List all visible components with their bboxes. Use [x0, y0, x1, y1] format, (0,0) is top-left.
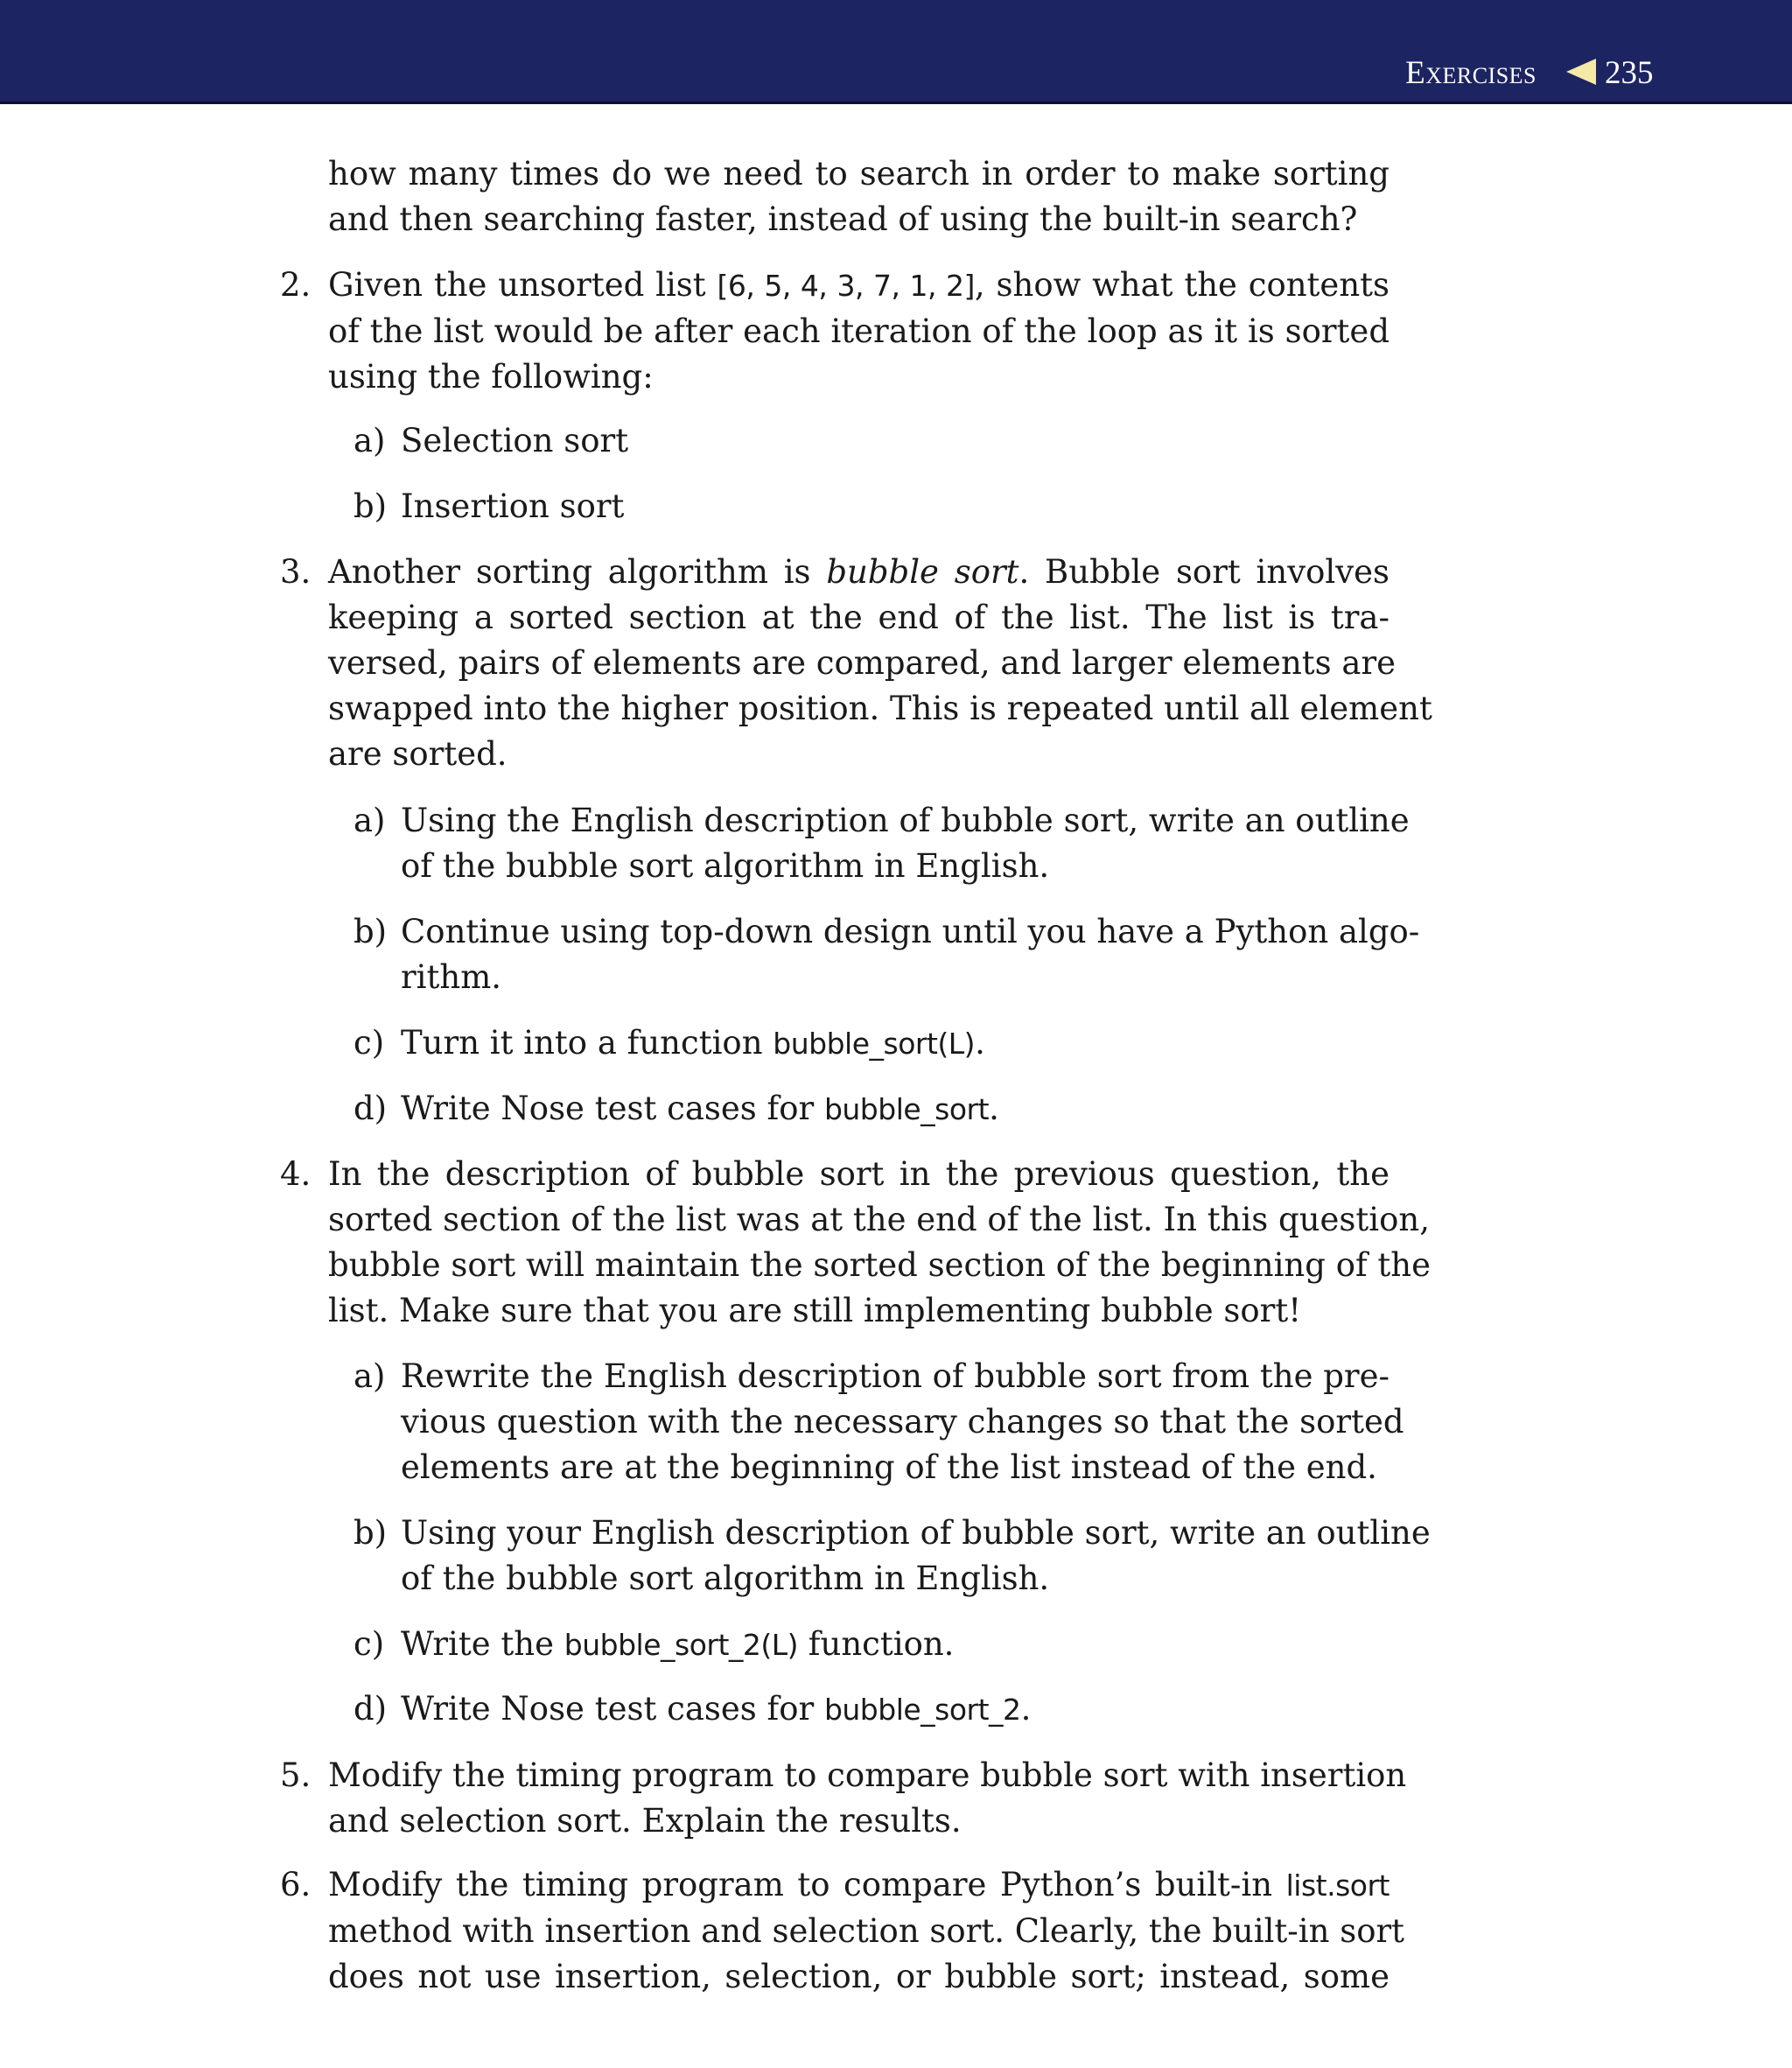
text-line: Modify the timing program to compare bubble sort with insertion [328, 1756, 1407, 1794]
text-line: versed, pairs of elements are compared, and larger elements are [328, 644, 1396, 682]
text-run: . [975, 1024, 985, 1062]
subitem-label: c) [354, 1024, 385, 1062]
subitem-label: d) [354, 1090, 388, 1127]
text-line: bubble sort will maintain the sorted section of the beginning of the [328, 1246, 1432, 1284]
exercise-6-text [328, 1862, 1405, 2000]
subitem-label: a) [354, 422, 386, 459]
text-line [328, 550, 1390, 595]
text-line: using the following: [328, 358, 654, 396]
subitem-label: b) [354, 487, 388, 525]
text-run: Turn it into a function [401, 1024, 763, 1062]
code-method-name: list.sort [1285, 1868, 1390, 1903]
exercise-number: 5. [280, 1756, 312, 1794]
subitem-label: b) [354, 913, 388, 950]
running-header [0, 0, 1792, 104]
exercise-3c-text [401, 1020, 1390, 1067]
text-line: are sorted. [328, 735, 508, 773]
text-run: , show what the contents [974, 266, 1390, 304]
text-line: how many times do we need to search in order to make sorting [328, 155, 1390, 193]
text-line [328, 263, 1390, 309]
text-line: and then searching faster, instead of using the built-in search? [328, 200, 1358, 238]
code-function-name: bubble_sort [823, 1092, 990, 1126]
text-line [401, 1020, 1390, 1067]
text-line: vious question with the necessary changes so that the sorted [401, 1403, 1404, 1441]
exercise-2-text [328, 263, 1390, 400]
page-number: 235 [1605, 55, 1654, 91]
text-line: keeping a sorted section at the end of the list. The list is tra- [328, 599, 1390, 636]
exercise-2b-text [401, 484, 1390, 529]
text-line: elements are at the beginning of the list instead of the end. [401, 1448, 1377, 1486]
exercise-number: 6. [280, 1866, 312, 1903]
exercise-4a-text [401, 1354, 1404, 1490]
text-line: of the bubble sort algorithm in English. [401, 1560, 1050, 1597]
emphasized-term: bubble sort [826, 553, 1019, 591]
exercise-number: 2. [280, 266, 312, 304]
exercise-4b-text [401, 1511, 1431, 1602]
text-line: and selection sort. Explain the results. [328, 1802, 962, 1840]
exercise-4-text [328, 1152, 1432, 1334]
running-header-section-title: Exercises [1405, 55, 1536, 91]
text-line: of the list would be after each iteration of the loop as it is sorted [328, 312, 1390, 350]
exercise-5-text [328, 1753, 1407, 1844]
exercise-3d-text [401, 1086, 1390, 1132]
exercise-2a-text [401, 418, 1390, 464]
code-list-literal: [6, 5, 4, 3, 7, 1, 2] [717, 269, 975, 303]
text-run: . [989, 1090, 999, 1127]
text-run: Write Nose test cases for [401, 1090, 815, 1127]
exercise-3b-text [401, 909, 1420, 1000]
text-line: In the description of bubble sort in the previous question, the [328, 1155, 1390, 1193]
exercise-3-text [328, 550, 1432, 777]
text-run: Write the [401, 1625, 555, 1663]
left-arrow-icon [1566, 59, 1596, 85]
text-run: . [1020, 1690, 1032, 1728]
text-line [401, 1086, 1390, 1132]
text-line: does not use insertion, selection, or bubble sort; instead, some [328, 1958, 1390, 1995]
text-line: Continue using top-down design until you have a Python algo- [401, 913, 1420, 950]
text-line: method with insertion and selection sort. Clearly, the built-in sort [328, 1912, 1405, 1950]
subitem-label: b) [354, 1514, 388, 1552]
exercise-3a-text [401, 798, 1410, 889]
code-function-name: bubble_sort(L) [773, 1027, 976, 1061]
text-line: Insertion sort [401, 487, 625, 525]
code-function-name: bubble_sort_2(L) [564, 1628, 799, 1662]
text-run: Write Nose test cases for [401, 1690, 815, 1728]
exercise-number: 4. [280, 1155, 312, 1193]
text-run: Given the unsorted list [328, 266, 706, 304]
text-line [401, 1686, 1390, 1733]
text-line: Rewrite the English description of bubble sort from the pre- [401, 1357, 1390, 1395]
text-line: of the bubble sort algorithm in English. [401, 847, 1050, 885]
text-line: swapped into the higher position. This is repeated until all element [328, 690, 1432, 727]
text-line: Using the English description of bubble sort, write an outline [401, 802, 1410, 839]
exercise-4d-text [401, 1686, 1390, 1733]
subitem-label: a) [354, 1357, 386, 1395]
code-function-name: bubble_sort_2 [823, 1693, 1021, 1727]
exercise-4c-text [401, 1622, 1390, 1668]
text-line: sorted section of the list was at the end of the list. In this question, [328, 1201, 1430, 1238]
subitem-label: a) [354, 802, 386, 839]
exercise-1-continuation [328, 151, 1390, 242]
text-line: rithm. [401, 958, 502, 996]
exercise-number: 3. [280, 553, 312, 591]
text-run: function. [808, 1625, 955, 1663]
text-line: Using your English description of bubble sort, write an outline [401, 1514, 1431, 1552]
text-run: Modify the timing program to compare Python’s built-in [328, 1866, 1273, 1903]
text-line [328, 1862, 1390, 1909]
text-line: list. Make sure that you are still implementing bubble sort! [328, 1292, 1302, 1329]
subitem-label: d) [354, 1690, 388, 1728]
text-run: Another sorting algorithm is [328, 553, 811, 591]
subitem-label: c) [354, 1625, 385, 1663]
text-line: Selection sort [401, 422, 629, 459]
text-line [401, 1622, 1390, 1668]
text-run: . Bubble sort involves [1018, 553, 1390, 591]
